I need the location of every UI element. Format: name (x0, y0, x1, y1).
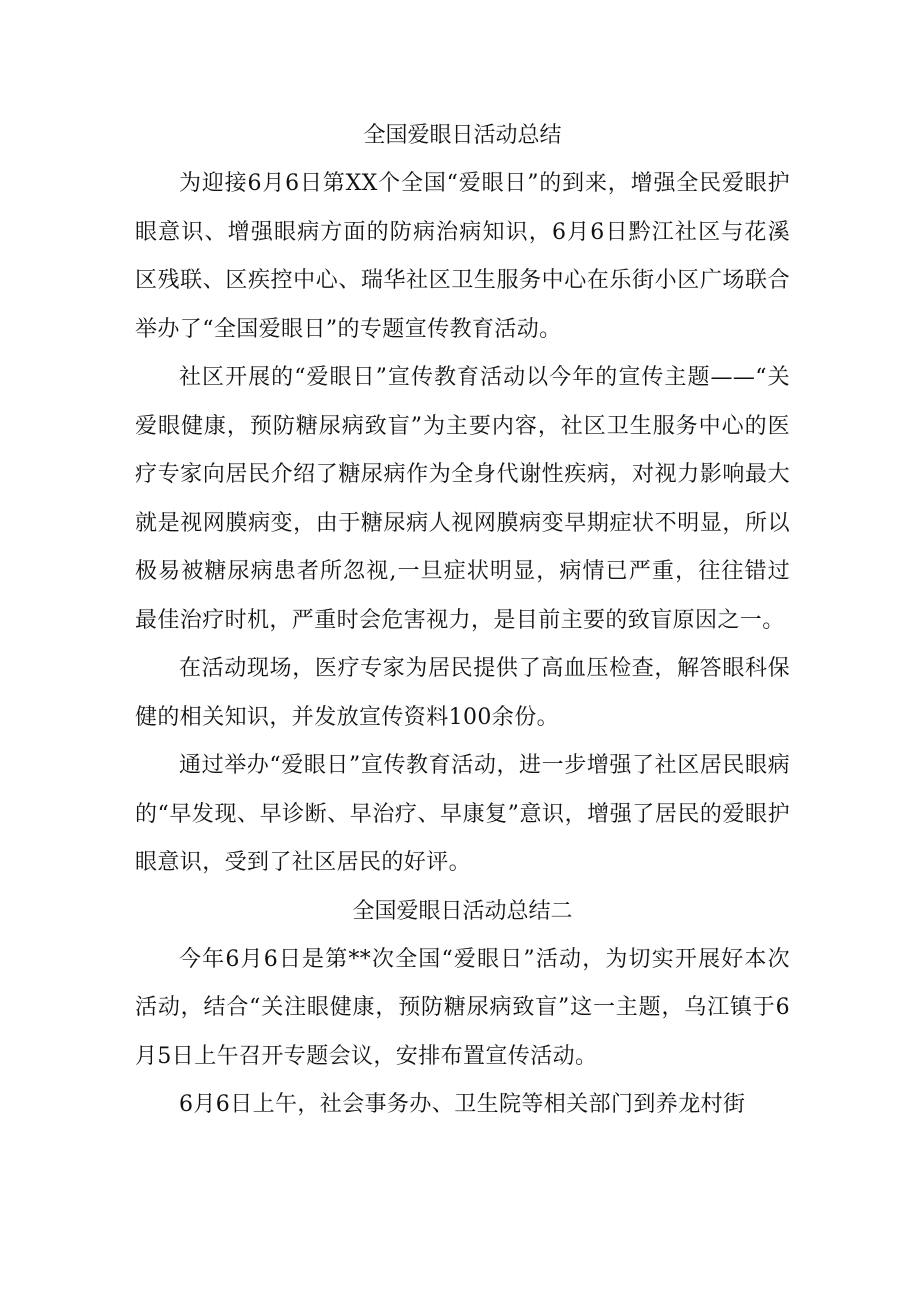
paragraph-1: 为迎接6月6日第XX个全国“爱眼日”的到来，增强全民爱眼护眼意识、增强眼病方面的防病治病知识，6月6日黔江社区与花溪区残联、区疾控中心、瑞华社区卫生服务中心在乐街小区广场联合举办了“全国爱眼日”的专题宣传教育活动。 (135, 171, 790, 342)
document-body (135, 112, 790, 1130)
paragraph-6: 6月6日上午，社会事务办、卫生院等相关部门到养龙村街 (179, 1092, 746, 1117)
paragraph-2: 社区开展的“爱眼日”宣传教育活动以今年的宣传主题——“关爱眼健康，预防糖尿病致盲”为主要内容，社区卫生服务中心的医疗专家向居民介绍了糖尿病作为全身代谢性疾病，对视力影响最大就是视网膜病变，由于糖尿病人视网膜病变早期症状不明显，所以极易被糖尿病患者所忽视,一旦症状明显，病情已严重，往往错过最佳治疗时机，严重时会危害视力，是目前主要的致盲原因之一。 (135, 365, 790, 633)
paragraph-4: 通过举办“爱眼日”宣传教育活动，进一步增强了社区居民眼病的“早发现、早诊断、早治疗、早康复”意识，增强了居民的爱眼护眼意识，受到了社区居民的好评。 (135, 753, 790, 875)
paragraph-3: 在活动现场，医疗专家为居民提供了高血压检查，解答眼科保健的相关知识，并发放宣传资料100余份。 (135, 656, 790, 730)
document-title: 全国爱眼日活动总结 (363, 123, 562, 148)
paragraph-5: 今年6月6日是第**次全国“爱眼日”活动，为切实开展好本次活动，结合“关注眼健康，预防糖尿病致盲”这一主题，乌江镇于6月5日上午召开专题会议，安排布置宣传活动。 (135, 946, 790, 1069)
section-title-2: 全国爱眼日活动总结二 (352, 898, 573, 924)
